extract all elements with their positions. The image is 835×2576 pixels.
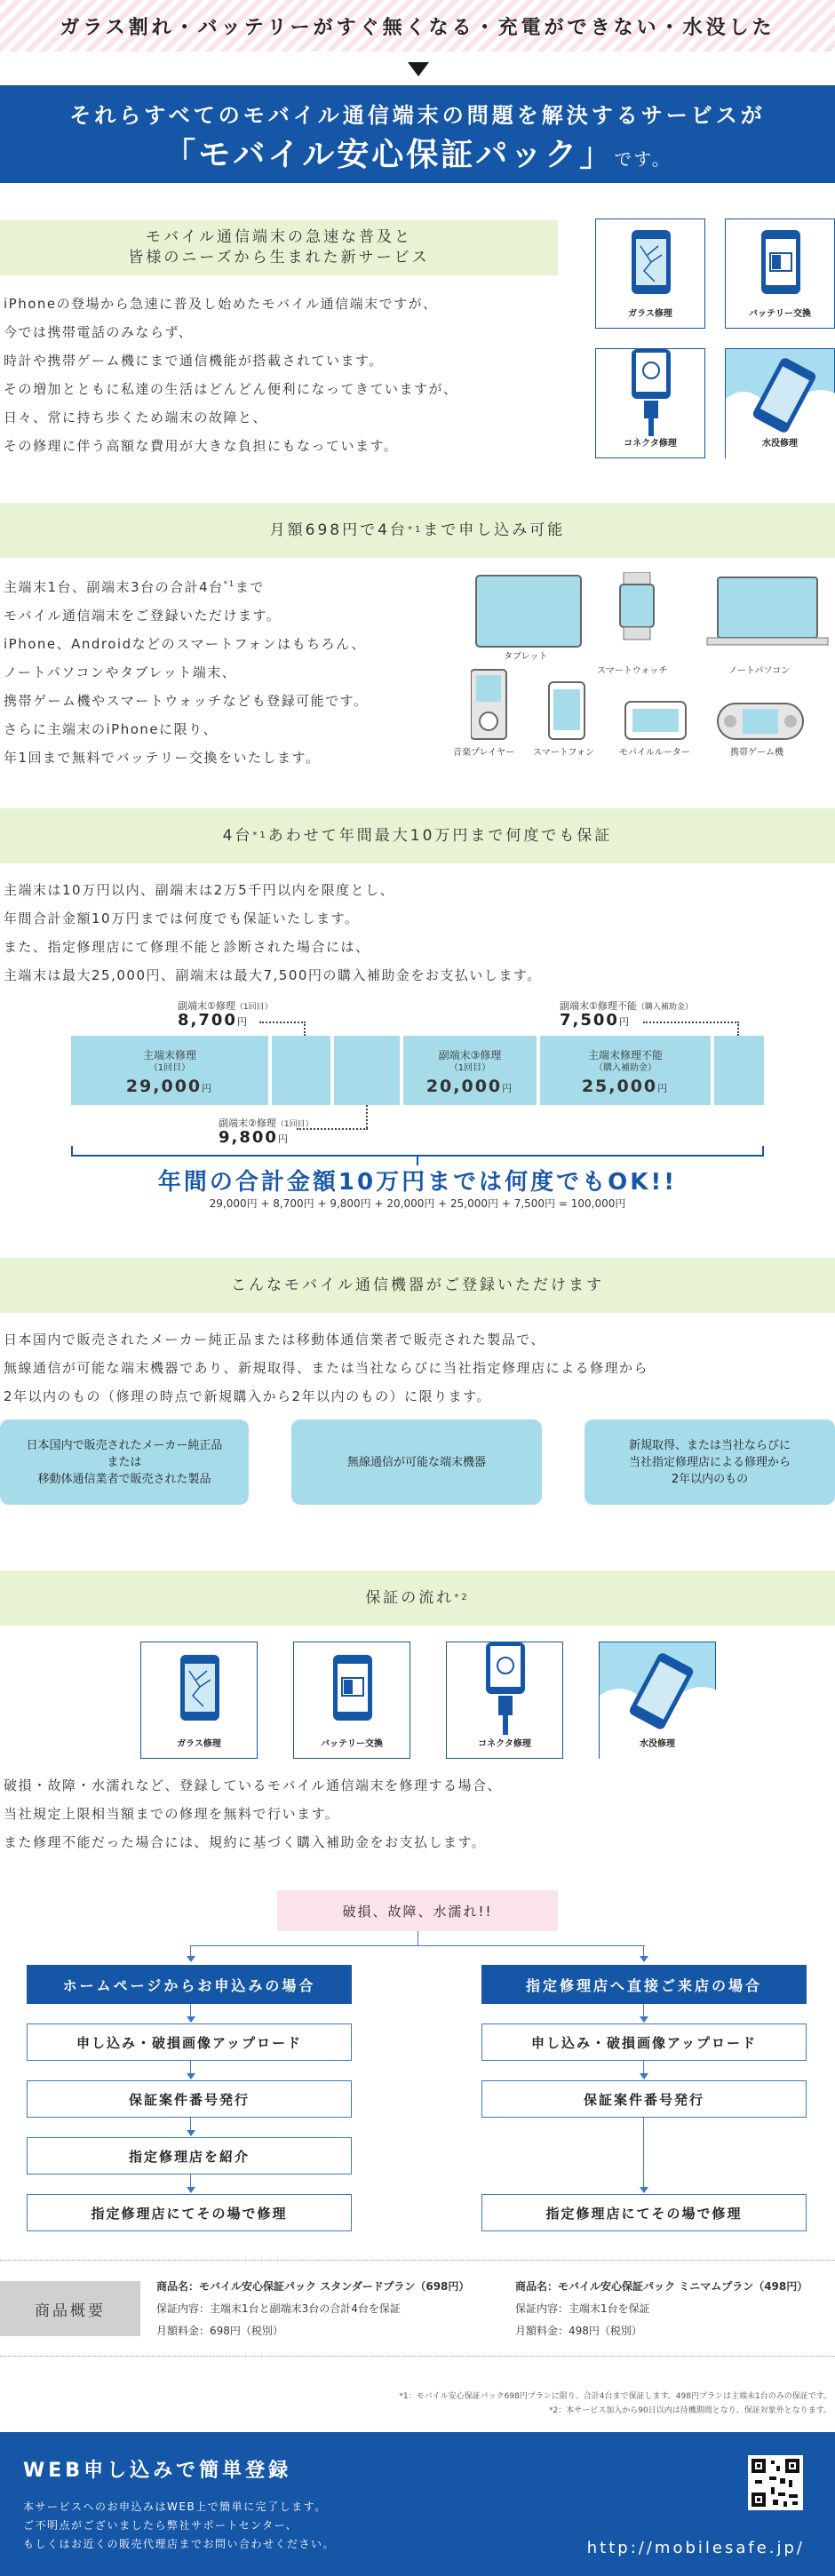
section2-paragraph: 主端末1台、副端末3台の合計4台$^{*1}$まで モバイル通信端末をご登録いただけます。 iPhone、Androidなどのスマートフォンはもちろん、 ノートパソコンやタブレット端末、 携帯ゲーム機やスマートウォッチなども登録可能です。 さらに主端末のiPhoneに限り、 年1回まで無料でバッテリー交換をいたします。 <box>4 579 369 766</box>
section2-heading: 月額698円で4台 *1 まで申し込み可能 <box>0 503 835 558</box>
flow-left-head: ホームページからお申込みの場合 <box>27 1965 352 2004</box>
device-label-watch: スマートウォッチ <box>597 666 668 676</box>
flow-connector-tile: コネクタ修理 <box>446 1642 563 1759</box>
glass-repair-tile: ガラス修理 <box>595 219 705 329</box>
section3-paragraph: 主端末は10万円以内、副端末は2万5千円以内を限度とし、 年間合計金額10万円までは何度でも保証いたします。 また、指定修理店にて修理不能と診断された場合には、 主端末は最大25,000円、副端末は最大7,500円の購入補助金をお支払いします。 <box>4 882 542 983</box>
flow-right-step2: 保証案件番号発行 <box>481 2080 807 2118</box>
device-label-game: 携帯ゲーム機 <box>730 748 783 758</box>
bar-sub1-unrepairable <box>714 1036 764 1105</box>
total-headline: 年間の合計金額10万円までは何度でもOK!! <box>157 1169 678 1196</box>
footnotes: *1：モバイル安心保証パック698円プランに限り、合計4台まで保証します。498円プランは主端末1台のみの保証です。 *2：本サービス加入から90日以内は待機期間となり、保証対象外となります。 <box>399 2392 831 2415</box>
water-repair-tile: 水没修理 <box>725 348 835 458</box>
annotation-sub1-repair: 副端末①修理（1回目） <box>178 1000 273 1012</box>
criteria-card-two-years: 新規取得、または当社ならびに 当社指定修理店による修理から 2年以内のもの <box>584 1419 835 1505</box>
plan-standard: 商品名：モバイル安心保証パック スタンダードプラン（698円） 保証内容：主端末1台と副端末3台の合計4台を保証 月額料金：698円（税別） <box>156 2280 470 2337</box>
hero-line1: それらすべてのモバイル通信端末の問題を解決するサービスが <box>69 103 766 128</box>
seg-sub3-repair-text: 副端末③修理 （1回目） 20,000円 <box>425 1049 514 1096</box>
top-banner <box>0 0 835 52</box>
section4-heading: こんなモバイル通信機器がご登録いただけます <box>0 1258 835 1313</box>
flow-left-step4: 指定修理店にてその場で修理 <box>27 2194 352 2231</box>
value-sub1-repair: 8,700円 <box>178 1011 249 1030</box>
connector-repair-tile: コネクタ修理 <box>595 348 705 458</box>
plan-minimum: 商品名：モバイル安心保証パック ミニマムプラン（498円） 保証内容：主端末1台を保証 月額料金：498円（税別） <box>515 2280 808 2337</box>
flow-left-step2: 保証案件番号発行 <box>27 2080 352 2118</box>
section5-heading: 保証の流れ *2 <box>0 1570 835 1626</box>
footer <box>0 2432 835 2576</box>
total-formula: 29,000円 + 8,700円 + 9,800円 + 20,000円 + 25,000円 + 7,500円 = 100,000円 <box>209 1197 626 1210</box>
footer-url-link[interactable]: http://mobilesafe.jp/ <box>586 2539 805 2557</box>
value-sub2-repair: 9,800円 <box>219 1128 290 1147</box>
footer-title: WEB申し込みで簡単登録 <box>23 2460 292 2482</box>
device-label-music: 音楽プレイヤー <box>453 748 515 758</box>
criteria-card-wireless: 無線通信が可能な端末機器 <box>291 1419 542 1505</box>
flow-glass-tile: ガラス修理 <box>140 1642 258 1759</box>
value-sub1-unrepairable: 7,500円 <box>560 1011 631 1030</box>
bar-sub1-repair <box>272 1036 330 1105</box>
section3-heading: 4台 *1 あわせて年間最大10万円まで何度でも保証 <box>0 808 835 863</box>
device-label-laptop: ノートパソコン <box>728 666 791 676</box>
total-bracket <box>71 1146 764 1157</box>
battery-replace-tile: バッテリー交換 <box>725 219 835 329</box>
bar-sub2-repair <box>334 1036 400 1105</box>
flow-battery-tile: バッテリー交換 <box>293 1642 410 1759</box>
section5-paragraph: 破損・故障・水濡れなど、登録しているモバイル通信端末を修理する場合、 当社規定上限相当額までの修理を無料で行います。 また修理不能だった場合には、規約に基づく購入補助金をお支払します。 <box>4 1777 503 1850</box>
tablet-icon <box>476 576 581 647</box>
flow-right-step1: 申し込み・破損画像アップロード <box>481 2023 807 2061</box>
flow-right-step3: 指定修理店にてその場で修理 <box>481 2194 807 2231</box>
device-label-router: モバイルルーター <box>619 748 690 758</box>
flow-left-step3: 指定修理店を紹介 <box>27 2137 352 2174</box>
device-label-tablet: タブレット <box>504 652 548 662</box>
section4-paragraph: 日本国内で販売されたメーカー純正品または移動体通信業者で販売された製品で、 無線通信が可能な端末機器であり、新規取得、または当社ならびに当社指定修理店による修理から 2年以内のもの（修理の時点で新規購入から2年以内のもの）に限ります。 <box>4 1332 649 1404</box>
section1-heading: モバイル通信端末の急速な普及と 皆様のニーズから生まれた新サービス <box>0 220 558 275</box>
annotation-sub1-unrepairable: 副端末①修理不能（購入補助金） <box>560 1000 693 1012</box>
flow-right-head: 指定修理店へ直接ご来店の場合 <box>481 1965 807 2004</box>
footer-text: 本サービスへのお申込みはWEB上で簡単に完了します。 ご不明点がございましたら弊社サポートセンター、 もしくはお近くの販売代理店までお問い合わせください。 <box>23 2500 336 2550</box>
section1-paragraph: iPhoneの登場から急速に普及し始めたモバイル通信端末ですが、 今では携帯電話のみならず、 時計や携帯ゲーム機にまで通信機能が搭載されています。 その増加とともに私達の生活はどんどん便利になってきていますが、 日々、常に持ち歩くため端末の故障と、 その修理に伴う高額な費用が大きな負担にもなっています。 <box>4 296 458 454</box>
top-banner-text: ガラス割れ・バッテリーがすぐ無くなる・充電ができない・水没した <box>60 16 775 39</box>
flow-water-tile: 水没修理 <box>599 1642 716 1759</box>
criteria-card-genuine: 日本国内で販売されたメーカー純正品 または 移動体通信業者で販売された製品 <box>0 1419 249 1505</box>
flow-left-step1: 申し込み・破損画像アップロード <box>27 2023 352 2061</box>
annotation-sub2-repair: 副端末②修理（1回目） <box>219 1117 314 1129</box>
product-summary-label: 商品概要 <box>0 2281 140 2336</box>
seg-main-unrepairable-text: 主端末修理不能 （購入補助金） 25,000円 <box>581 1049 670 1096</box>
watch-strap-top <box>624 572 650 584</box>
device-label-phone: スマートフォン <box>533 748 594 758</box>
watch-icon <box>620 584 654 627</box>
hero-banner <box>0 85 835 183</box>
seg-main-repair-text: 主端末修理 （1回目） 29,000円 <box>125 1049 214 1096</box>
down-arrow-icon <box>408 62 429 76</box>
flow-trigger: 破損、故障、水濡れ!! <box>277 1890 558 1931</box>
qr-code-icon[interactable] <box>748 2455 803 2510</box>
hero-line2: 「モバイル安心保証パック」です。 <box>163 137 672 173</box>
laptop-icon <box>718 577 817 638</box>
